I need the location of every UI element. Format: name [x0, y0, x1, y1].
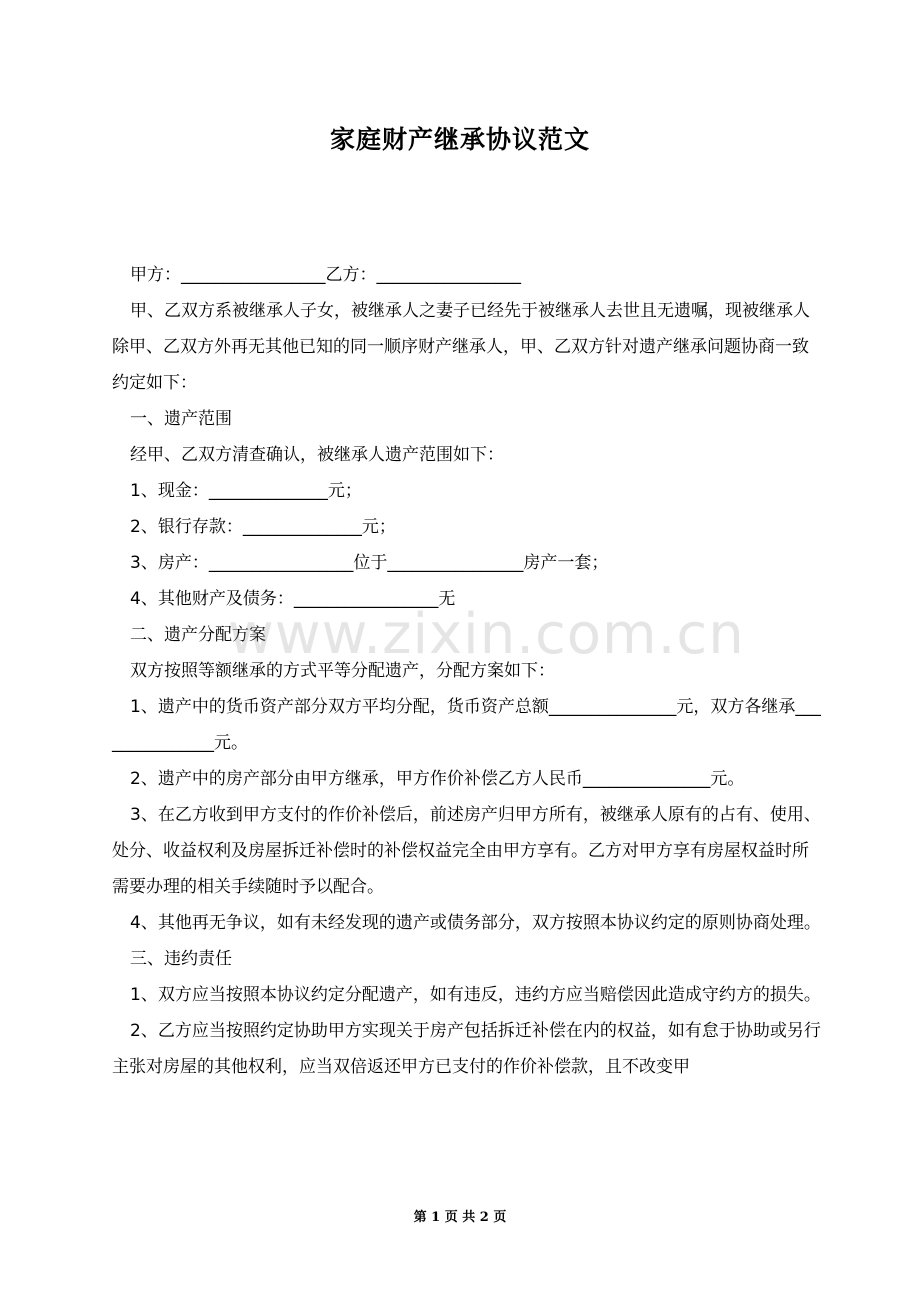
watermark: www.zixin.com.cn — [228, 602, 745, 667]
list-item: 1、现金：______________元； — [130, 481, 362, 501]
paragraph: 甲、乙双方系被继承人子女，被继承人之妻子已经先于被继承人去世且无遗嘱，现被继承人除甲、乙双方外再无其他已知的同一顺序财产继承人，甲、乙双方针对遗产继承问题协商一致约定如下： — [112, 301, 810, 393]
section-heading: 一、遗产范围 — [130, 409, 232, 429]
party-line: 甲方：_________________乙方：_________________ — [130, 265, 521, 285]
list-item: 4、其他再无争议，如有未经发现的遗产或债务部分，双方按照本协议约定的原则协商处理。 — [130, 913, 821, 933]
list-item: 4、其他财产及债务：_________________无 — [130, 589, 456, 609]
paragraph: 双方按照等额继承的方式平等分配遗产，分配方案如下： — [130, 661, 555, 681]
document-title: 家庭财产继承协议范文 — [329, 125, 590, 154]
paragraph: 经甲、乙双方清查确认，被继承人遗产范围如下： — [130, 445, 504, 465]
section-heading: 二、遗产分配方案 — [130, 625, 266, 645]
list-item: 2、遗产中的房产部分由甲方继承，甲方作价补偿乙方人民币_______________元。 — [130, 769, 745, 789]
list-item: 1、遗产中的货币资产部分双方平均分配，货币资产总额_______________元，双方各继承_______________元。 — [112, 697, 821, 753]
list-item: 3、房产：_________________位于________________房产一套； — [130, 553, 609, 573]
page-number: 第 1 页 共 2 页 — [413, 1210, 507, 1225]
section-heading: 三、违约责任 — [130, 949, 232, 969]
list-item: 3、在乙方收到甲方支付的作价补偿后，前述房产归甲方所有，被继承人原有的占有、使用、处分、收益权利及房屋拆迁补偿时的补偿权益完全由甲方享有。乙方对甲方享有房屋权益时所需要办理的相关手续随时予以配合。 — [112, 805, 821, 897]
list-item: 2、乙方应当按照约定协助甲方实现关于房产包括拆迁补偿在内的权益，如有怠于协助或另行主张对房屋的其他权利，应当双倍返还甲方已支付的作价补偿款，且不改变甲 — [112, 1021, 821, 1077]
list-item: 1、双方应当按照本协议约定分配遗产，如有违反，违约方应当赔偿因此造成守约方的损失。 — [130, 985, 821, 1005]
document-body — [112, 257, 824, 1085]
list-item: 2、银行存款：______________元； — [130, 517, 396, 537]
